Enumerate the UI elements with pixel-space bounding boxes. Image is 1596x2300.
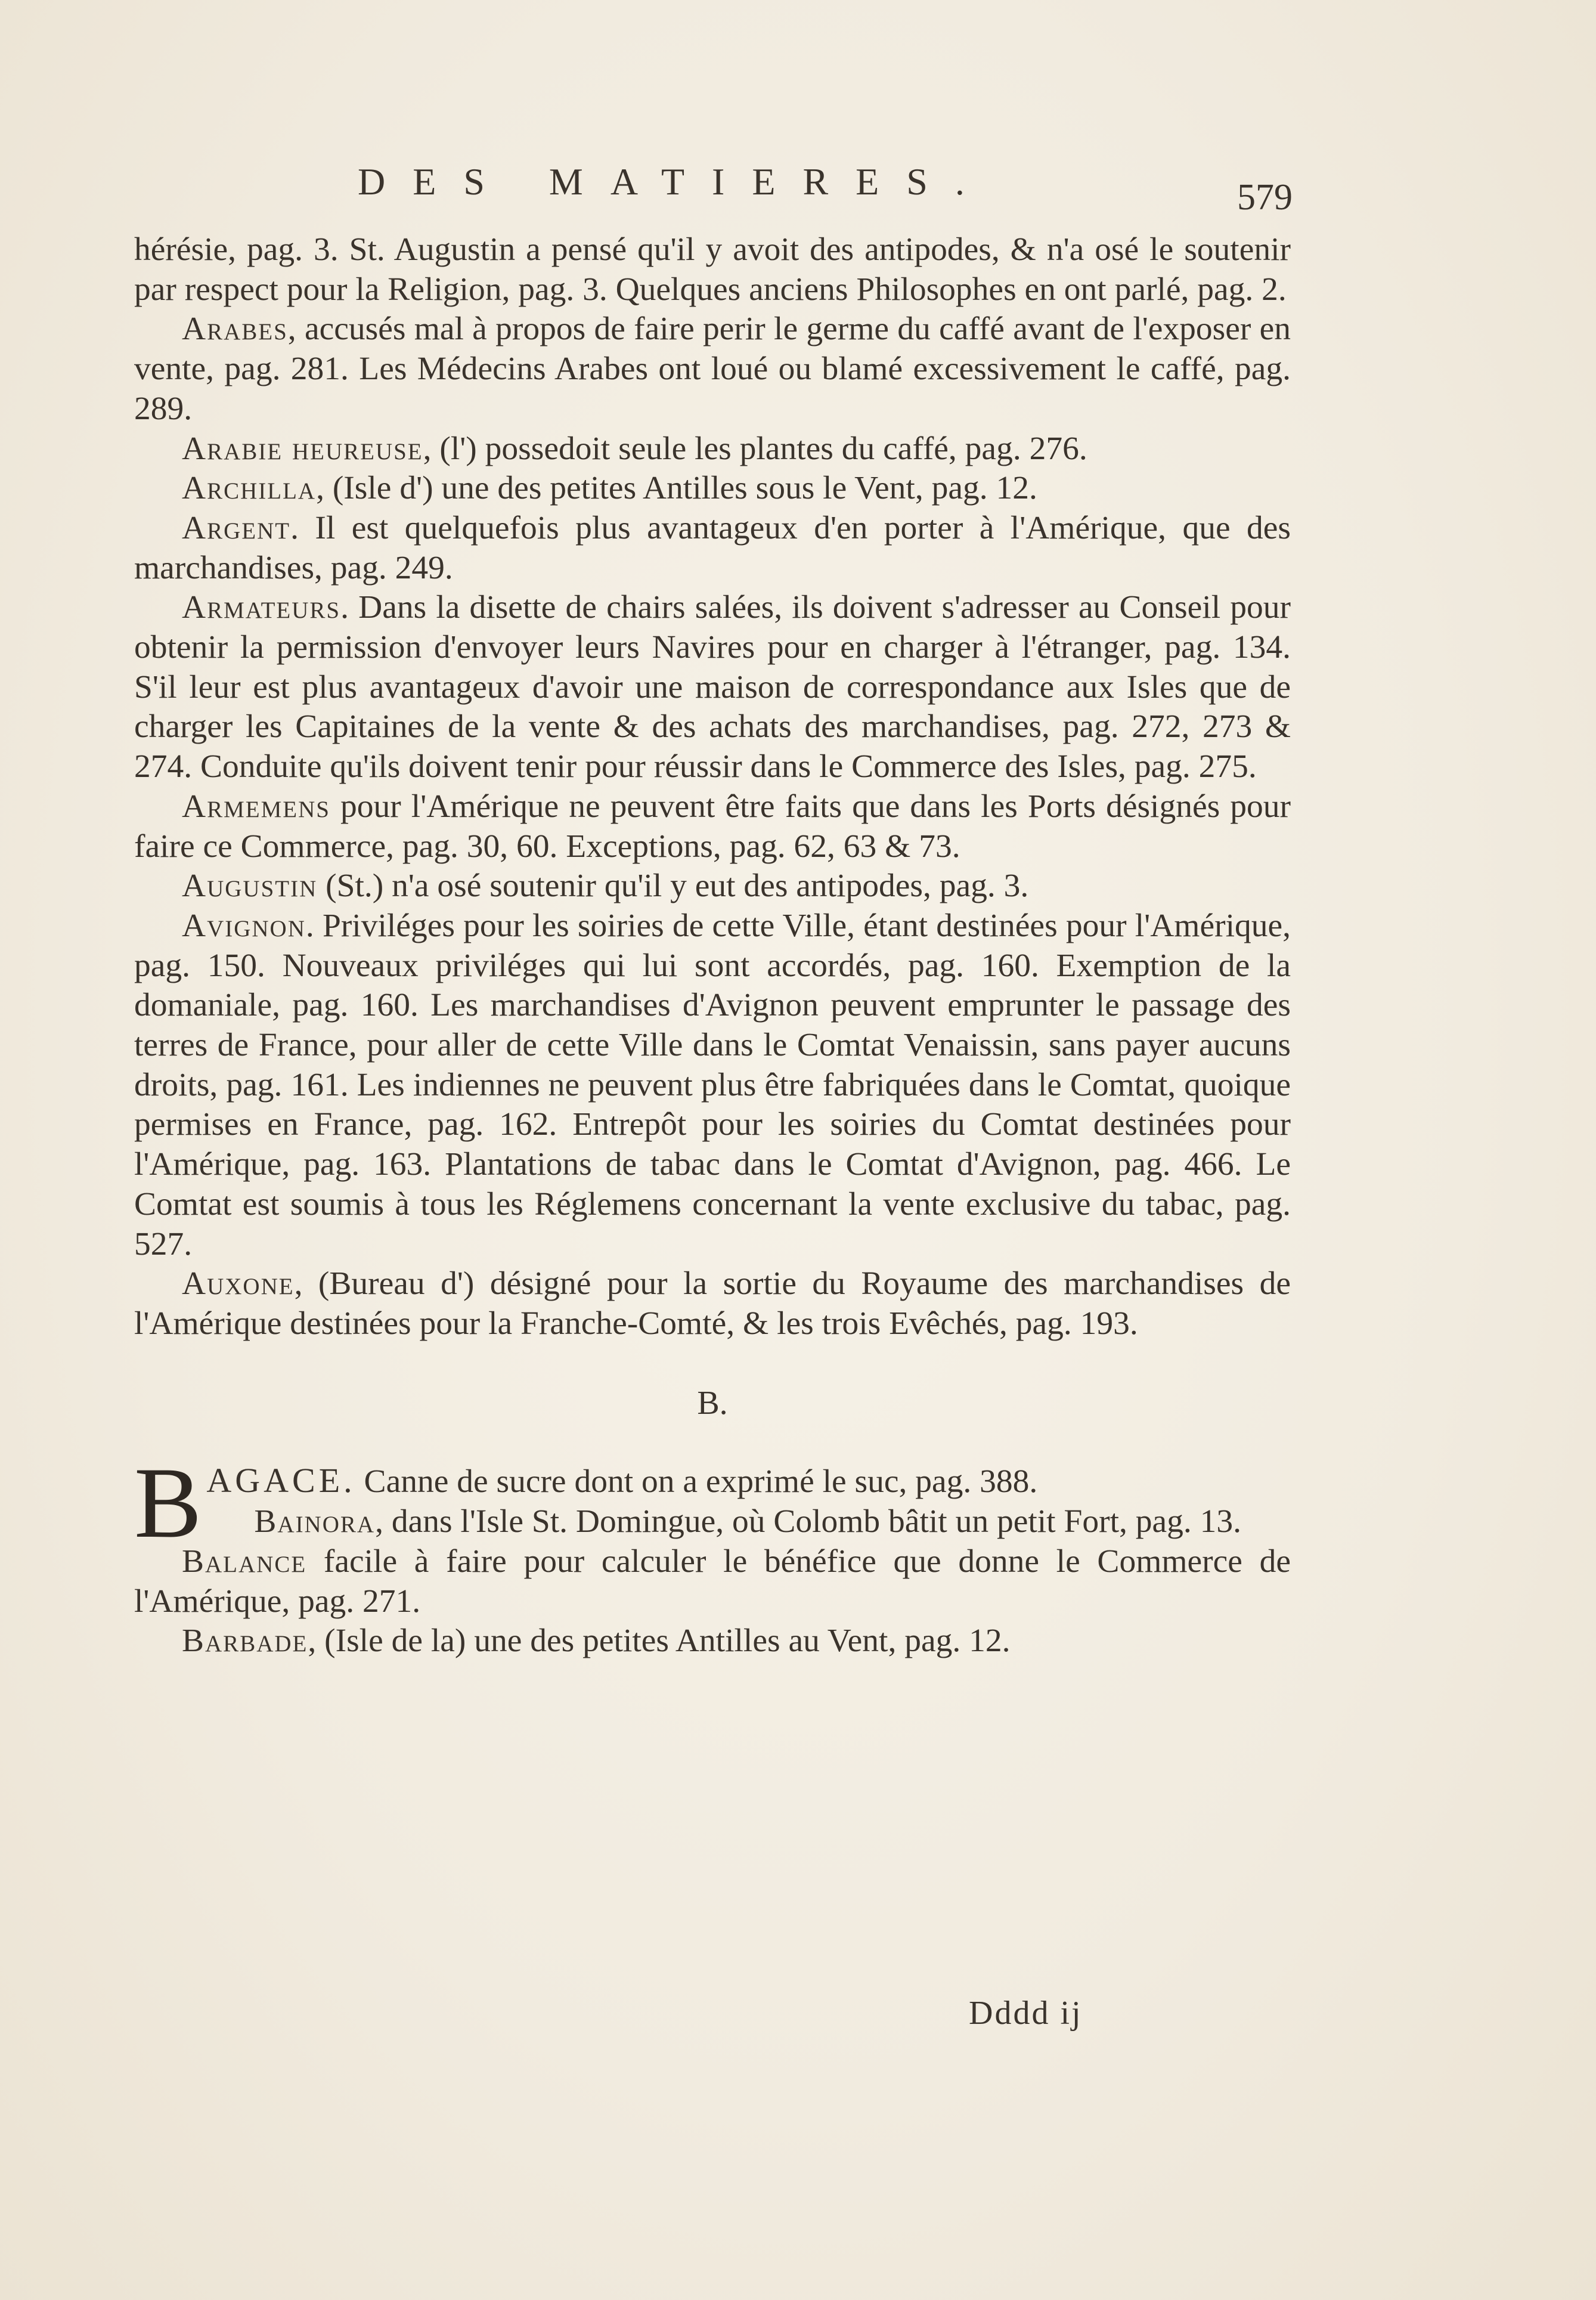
entry-text: , dans l'Isle St. Domingue, où Colomb bâtit un petit Fort, pag. 13. <box>375 1503 1241 1540</box>
running-head: DES MATIERES. <box>358 160 992 203</box>
entry-text: , (l') possedoit seule les plantes du caffé, pag. 276. <box>423 430 1087 467</box>
index-entry <box>134 1542 1291 1621</box>
index-entry <box>134 469 1291 509</box>
index-entry <box>134 787 1291 866</box>
entry-headword: Arabie heureuse <box>182 430 423 467</box>
section-heading-b: B. <box>697 1384 728 1422</box>
index-body <box>134 230 1291 1661</box>
index-entry <box>134 509 1291 588</box>
index-entry <box>134 309 1291 429</box>
entry-headword: Avignon <box>182 907 306 944</box>
entry-headword: Archilla <box>182 470 317 507</box>
entry-text: , (Isle de la) une des petites Antilles au Vent, pag. 12. <box>308 1623 1011 1660</box>
entry-headword: Armateurs <box>182 589 341 626</box>
entry-headword: AGACE. <box>206 1461 356 1500</box>
entry-headword: Argent <box>182 509 291 546</box>
entry-text: hérésie, pag. 3. St. Augustin a pensé qu'il y avoit des antipodes, & n'a osé le soutenir par respect pour la Religion, pag. 3. Quelques anciens Philosophes en ont parlé, pag. 2. <box>134 231 1291 308</box>
entry-text: (St.) n'a osé soutenir qu'il y eut des antipodes, pag. 3. <box>317 868 1029 905</box>
entry-text: , (Isle d') une des petites Antilles sous le Vent, pag. 12. <box>316 470 1037 507</box>
index-entry <box>134 906 1291 1264</box>
entry-headword: Bainora <box>254 1503 376 1540</box>
entry-headword: Barbade <box>182 1623 308 1660</box>
entry-text: facile à faire pour calculer le bénéfice que donne le Commerce de l'Amérique, pag. 271. <box>134 1543 1291 1620</box>
index-entry <box>134 1621 1291 1661</box>
index-entry <box>134 866 1291 906</box>
entry-text: pour l'Amérique ne peuvent être faits que dans les Ports désignés pour faire ce Commerce, pag. 30, 60. Exceptions, pag. 62, 63 & 73. <box>134 788 1291 865</box>
entry-text: Canne de sucre dont on a exprimé le suc, pag. 388. <box>355 1463 1038 1500</box>
page-number: 579 <box>1237 177 1293 218</box>
index-entry <box>134 1264 1291 1344</box>
entry-text: . Dans la disette de chairs salées, ils doivent s'adresser au Conseil pour obtenir la permission d'envoyer leurs Navires pour en charger à l'étranger, pag. 134. S'il leur est plus avantageux d'avoir une maison de correspondance aux Isles que de charger les Capitaines de la vente & des achats des marchandises, pag. 272, 273 & 274. Conduite qu'ils doivent tenir pour réussir dans le Commerce des Isles, pag. 275. <box>134 589 1291 785</box>
index-entry <box>134 588 1291 787</box>
index-entry <box>134 1502 1291 1542</box>
entry-text: . Priviléges pour les soiries de cette Ville, étant destinées pour l'Amérique, pag. 150. Nouveaux priviléges qui lui sont accordés, pag. 160. Exemption de la domaniale, pag. 160. Les marchandises d'Avignon peuvent emprunter le passage des terres de France, pour aller de cette Ville dans le Comtat Venaissin, sans payer aucuns droits, pag. 161. Les indiennes ne peuvent plus être fabriquées dans le Comtat, quoique permises en France, pag. 162. Entrepôt pour les soiries du Comtat destinées pour l'Amérique, pag. 163. Plantations de tabac dans le Comtat d'Avignon, pag. 466. Le Comtat est soumis à tous les Réglemens concernant la vente exclusive du tabac, pag. 527. <box>134 907 1291 1262</box>
entry-headword: Augustin <box>182 868 318 905</box>
entry-text: , (Bureau d') désigné pour la sortie du Royaume des marchandises de l'Amérique destinées pour la Franche-Comté, & les trois Evêchés, pag. 193. <box>134 1265 1291 1342</box>
entry-headword: Armemens <box>182 788 330 825</box>
entry-text: . Il est quelquefois plus avantageux d'en porter à l'Amérique, que des marchandises, pag. 249. <box>134 509 1291 586</box>
index-entry <box>134 429 1291 469</box>
entry-headword: Auxone <box>182 1265 295 1302</box>
drop-cap: B <box>134 1447 202 1559</box>
index-entry-continuation <box>134 230 1291 309</box>
signature-mark: Dddd ij <box>969 1995 1083 2032</box>
entry-text: , accusés mal à propos de faire perir le germe du caffé avant de l'exposer en vente, pag. 281. Les Médecins Arabes ont loué ou blamé excessivement le caffé, pag. 289. <box>134 311 1291 427</box>
entry-headword: Arabes <box>182 311 288 348</box>
entry-headword: Balance <box>182 1543 307 1580</box>
